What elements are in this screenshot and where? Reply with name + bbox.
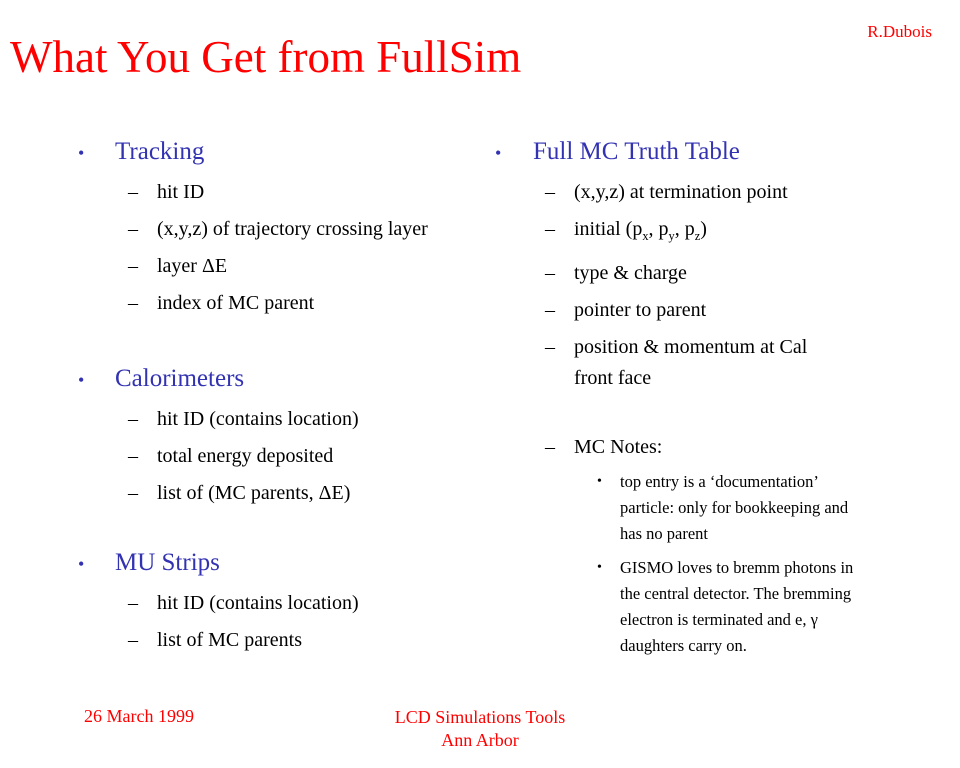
bullet-marker: • (78, 554, 85, 574)
list-item (495, 177, 950, 208)
sub-bullet-marker: • (597, 474, 602, 489)
note-text: top entry is a ‘documentation’ particle: only for bookkeeping and has no parent (620, 472, 849, 543)
list-item (78, 214, 490, 245)
dash-marker: – (545, 436, 555, 458)
list-item (495, 214, 950, 252)
item-text: hit ID (contains location) (157, 592, 359, 614)
author-credit: R.Dubois (867, 22, 932, 41)
left-column (78, 136, 490, 662)
bullet-marker: • (78, 370, 85, 390)
momentum-sep: , p (674, 218, 695, 240)
list-item (495, 332, 950, 394)
momentum-post: ) (700, 218, 707, 240)
list-item (78, 177, 490, 208)
section-heading-label: Calorimeters (115, 365, 245, 392)
bullet-marker: • (495, 143, 502, 163)
section-heading (78, 363, 490, 396)
section-mc-truth-table (495, 136, 950, 394)
list-item (78, 478, 490, 509)
footer-venue-line2: Ann Arbor (441, 730, 519, 750)
momentum-pre: initial (p (574, 218, 643, 240)
item-text: (x,y,z) of trajectory crossing layer (157, 218, 428, 240)
note-item (597, 469, 950, 547)
bullet-marker: • (78, 143, 85, 163)
mc-notes-label: MC Notes: (574, 436, 663, 458)
section-heading-label: MU Strips (115, 549, 220, 576)
item-text: index of MC parent (157, 292, 315, 314)
list-item (78, 404, 490, 435)
footer-date: 26 March 1999 (84, 706, 194, 726)
dash-marker: – (545, 218, 555, 240)
mc-notes-bullets (495, 469, 950, 659)
dash-marker: – (128, 482, 138, 504)
item-text: total energy deposited (157, 445, 334, 467)
dash-marker: – (128, 445, 138, 467)
dash-marker: – (128, 218, 138, 240)
section-heading (495, 136, 950, 169)
item-text-momentum (574, 214, 839, 252)
dash-marker: – (545, 262, 555, 284)
footer-venue (0, 706, 960, 752)
list-item (78, 441, 490, 472)
section-heading-label: Tracking (115, 138, 205, 165)
item-text: hit ID (contains location) (157, 408, 359, 430)
momentum-sub-x: x (642, 229, 649, 243)
dash-marker: – (128, 255, 138, 277)
item-text: layer ΔE (157, 255, 228, 277)
sub-bullet-marker: • (597, 560, 602, 575)
note-item (597, 555, 950, 659)
item-text: list of (MC parents, ΔE) (157, 482, 351, 504)
mc-notes-label-row (495, 432, 950, 463)
dash-marker: – (128, 592, 138, 614)
mc-notes (495, 432, 950, 659)
list-item (78, 625, 490, 656)
item-text: pointer to parent (574, 299, 707, 321)
section-heading-label: Full MC Truth Table (533, 138, 740, 165)
section-calorimeters (78, 363, 490, 509)
list-item (78, 251, 490, 282)
right-column (495, 136, 950, 667)
section-mu-strips (78, 547, 490, 656)
item-text: position & momentum at Cal front face (574, 336, 808, 389)
item-text: (x,y,z) at termination point (574, 181, 788, 203)
dash-marker: – (128, 292, 138, 314)
dash-marker: – (545, 181, 555, 203)
section-tracking (78, 136, 490, 319)
momentum-sep: , p (648, 218, 669, 240)
note-text: GISMO loves to bremm photons in the central detector. The bremming electron is terminated and e, γ daughters carry on. (620, 558, 854, 655)
dash-marker: – (545, 299, 555, 321)
dash-marker: – (545, 336, 555, 358)
page-title: What You Get from FullSim (10, 32, 522, 82)
list-item (78, 588, 490, 619)
dash-marker: – (128, 408, 138, 430)
list-item (495, 258, 950, 289)
item-text: hit ID (157, 181, 205, 203)
dash-marker: – (128, 629, 138, 651)
section-heading (78, 547, 490, 580)
section-heading (78, 136, 490, 169)
footer-venue-line1: LCD Simulations Tools (394, 707, 566, 727)
item-text: list of MC parents (157, 629, 302, 651)
dash-marker: – (128, 181, 138, 203)
list-item (78, 288, 490, 319)
momentum-sub-y: y (668, 229, 675, 243)
list-item (495, 295, 950, 326)
momentum-sub-z: z (694, 229, 701, 243)
item-text: type & charge (574, 262, 687, 284)
